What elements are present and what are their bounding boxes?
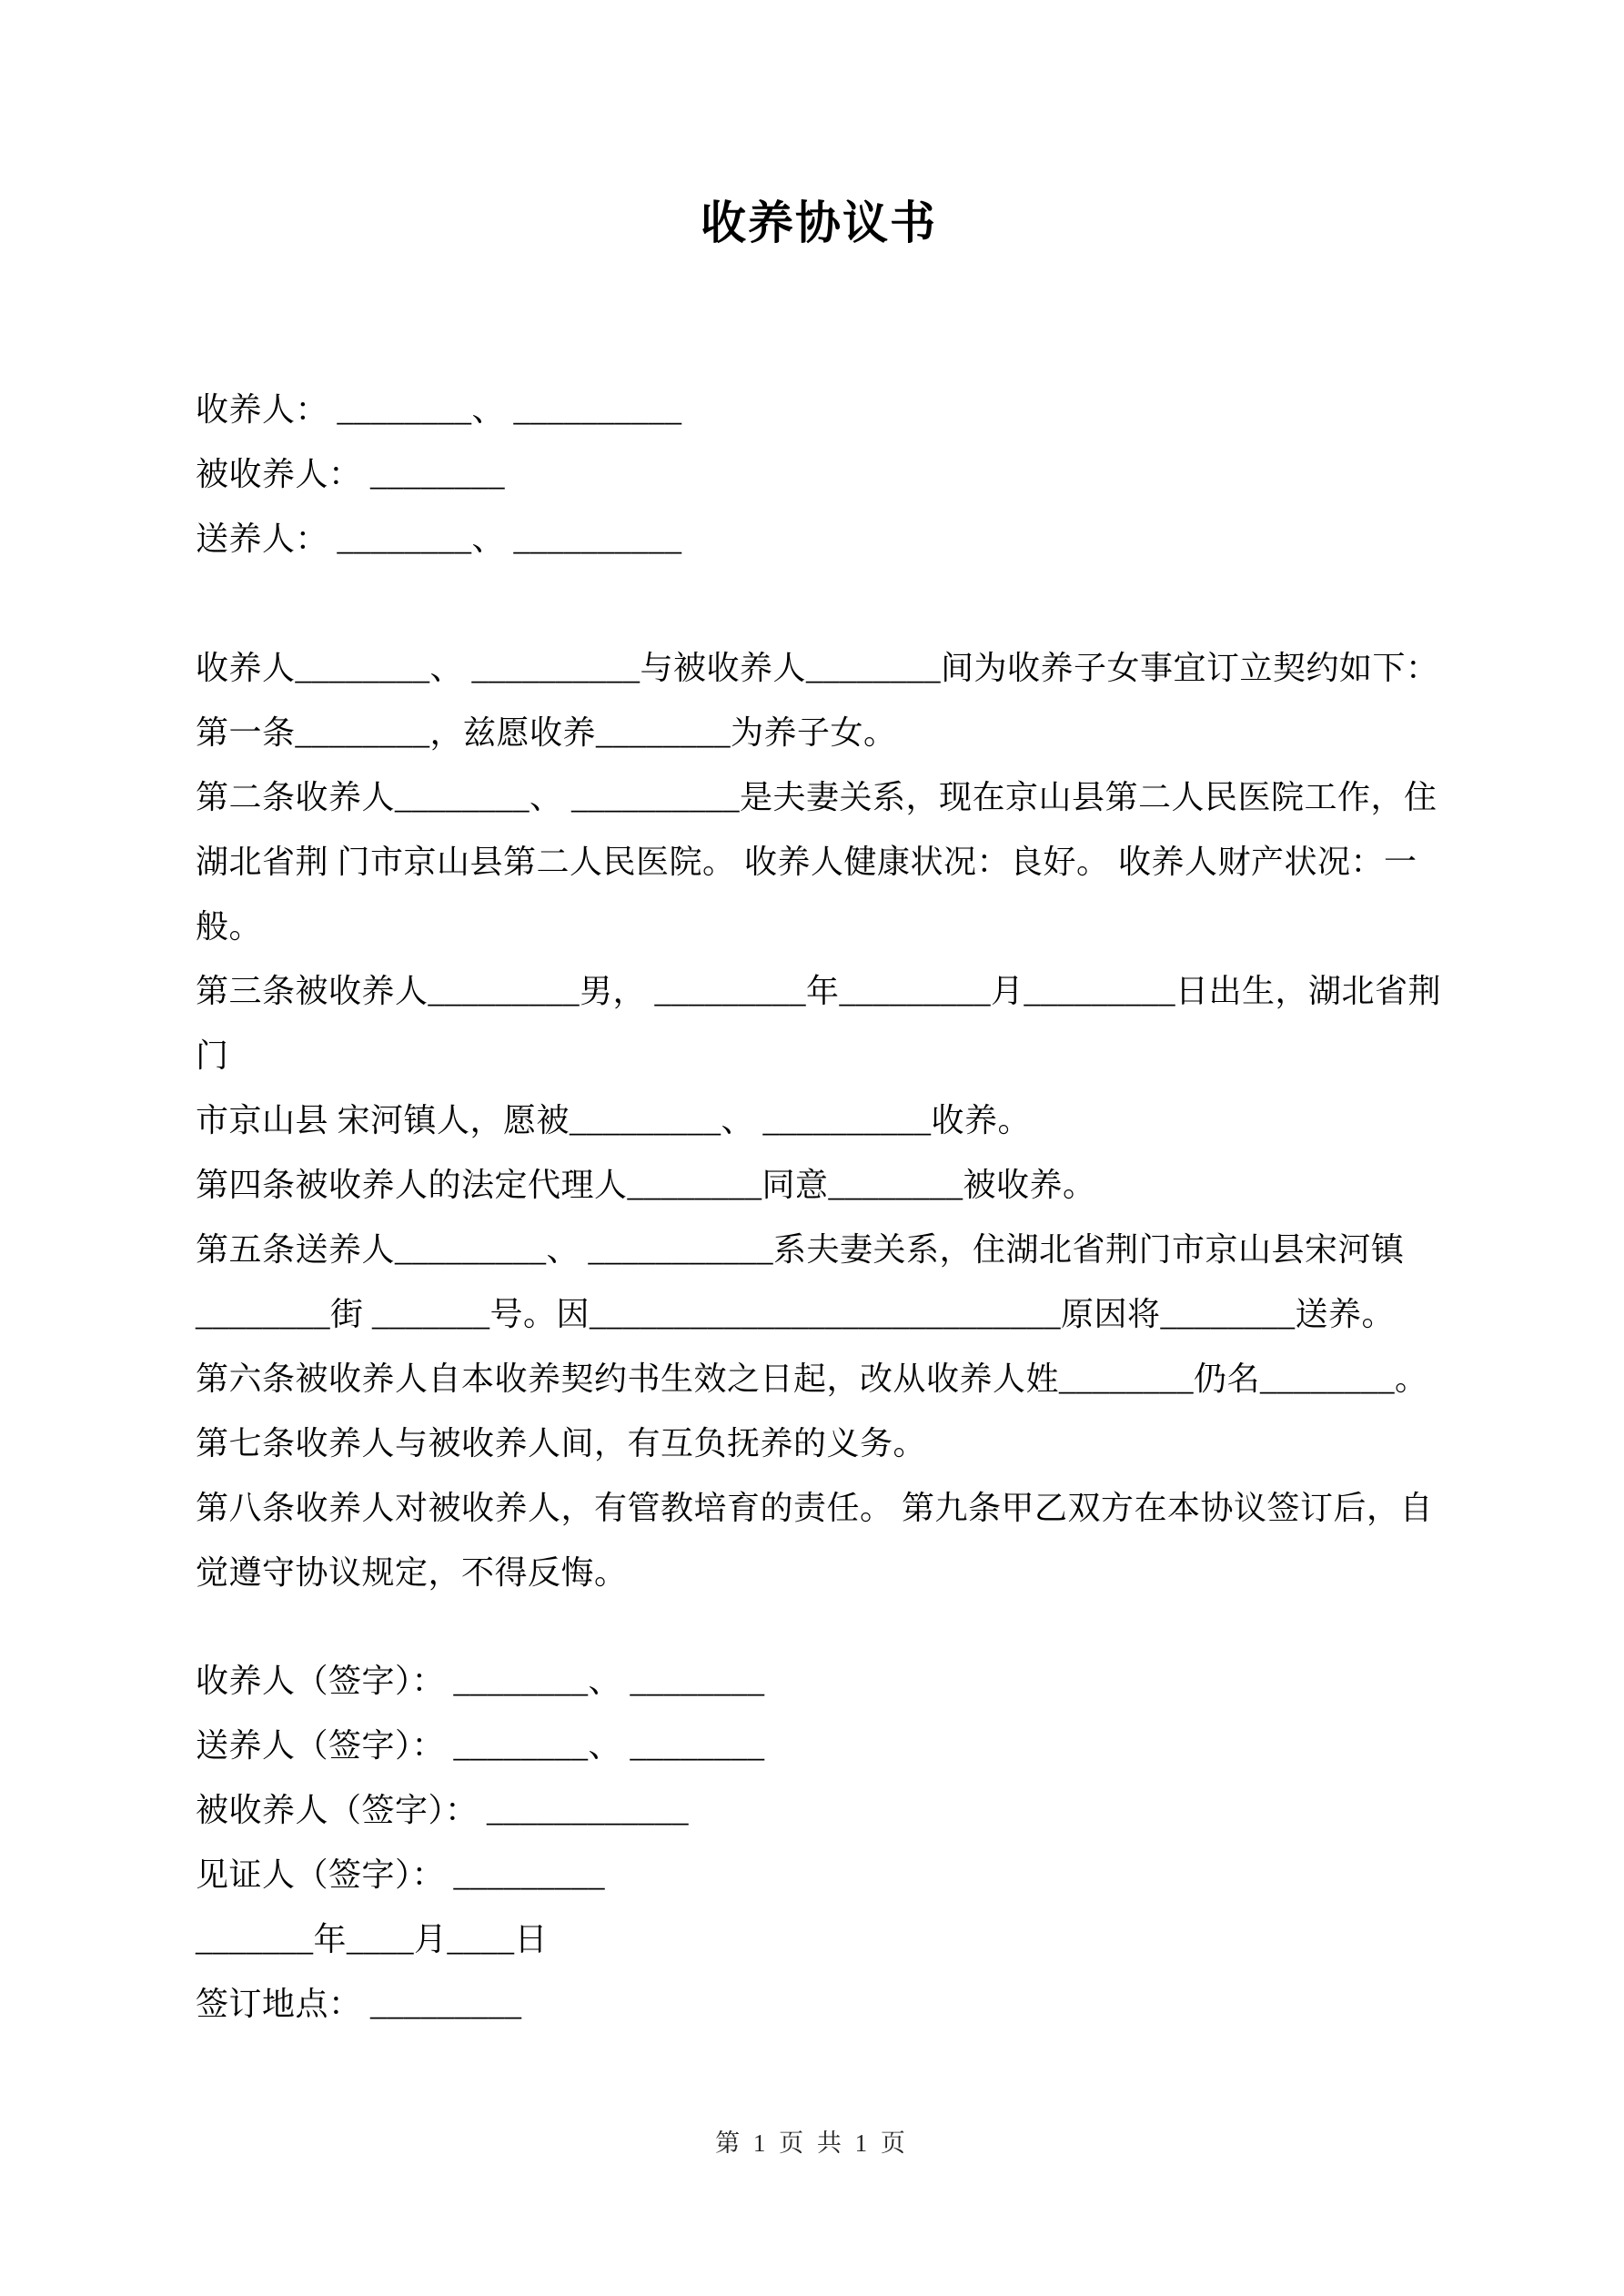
agreement-body [196, 636, 1442, 1605]
body-line: 湖北省荆 门市京山县第二人民医院。 收养人健康状况：良好。 收养人财产状况：一 [196, 844, 1417, 880]
signature-line-adopter: 收养人（签字）： ________、 ________ [196, 1663, 765, 1699]
party-block [196, 378, 1442, 571]
document-content [196, 0, 1442, 2037]
party-line-adopter: 收养人： ________、 __________ [196, 391, 682, 428]
body-line: 第七条收养人与被收养人间，有互负抚养的义务。 [196, 1425, 927, 1462]
body-line: 觉遵守协议规定，不得反悔。 [196, 1554, 628, 1591]
body-line: 第二条收养人________、 __________是夫妻关系，现在京山县第二人民医院工作，住 [196, 779, 1437, 815]
body-line: 般。 [196, 908, 263, 945]
signature-line-placer: 送养人（签字）： ________、 ________ [196, 1727, 765, 1764]
body-line: 第四条被收养人的法定代理人________同意________被收养。 [196, 1167, 1096, 1203]
body-line: 第六条被收养人自本收养契约书生效之日起，改从收养人姓________仍名________。 [196, 1360, 1428, 1397]
signing-location-line: 签订地点： _________ [196, 1986, 522, 2022]
document-title: 收养协议书 [701, 197, 937, 248]
body-line: 市京山县 宋河镇人，愿被_________、 __________收养。 [196, 1102, 1032, 1138]
date-line: _______年____月____日 [196, 1921, 549, 1957]
signature-block [196, 1649, 1442, 2037]
body-line: 第五条送养人_________、 ___________系夫妻关系，住湖北省荆门市京山县宋河镇 [196, 1231, 1405, 1268]
signature-line-adoptee: 被收养人（签字）： ____________ [196, 1792, 690, 1828]
signature-line-witness: 见证人（签字）： _________ [196, 1856, 606, 1893]
body-line: 第一条________，兹愿收养________为养子女。 [196, 714, 897, 751]
page-footer: 第 1 页 共 1 页 [715, 2129, 909, 2157]
party-line-placer: 送养人： ________、 __________ [196, 521, 682, 557]
body-line: 第八条收养人对被收养人，有管教培育的责任。 第九条甲乙双方在本协议签订后，自 [196, 1490, 1434, 1526]
body-line: 收养人________、 __________与被收养人________间为收养子女事宜订立契约如下： [196, 650, 1439, 686]
party-line-adoptee: 被收养人： ________ [196, 456, 506, 492]
body-line: ________街 _______号。因____________________________原因将________送养。 [196, 1296, 1396, 1332]
body-line: 第三条被收养人_________男， _________年_________月_________日出生，湖北省荆门 [196, 973, 1442, 1074]
